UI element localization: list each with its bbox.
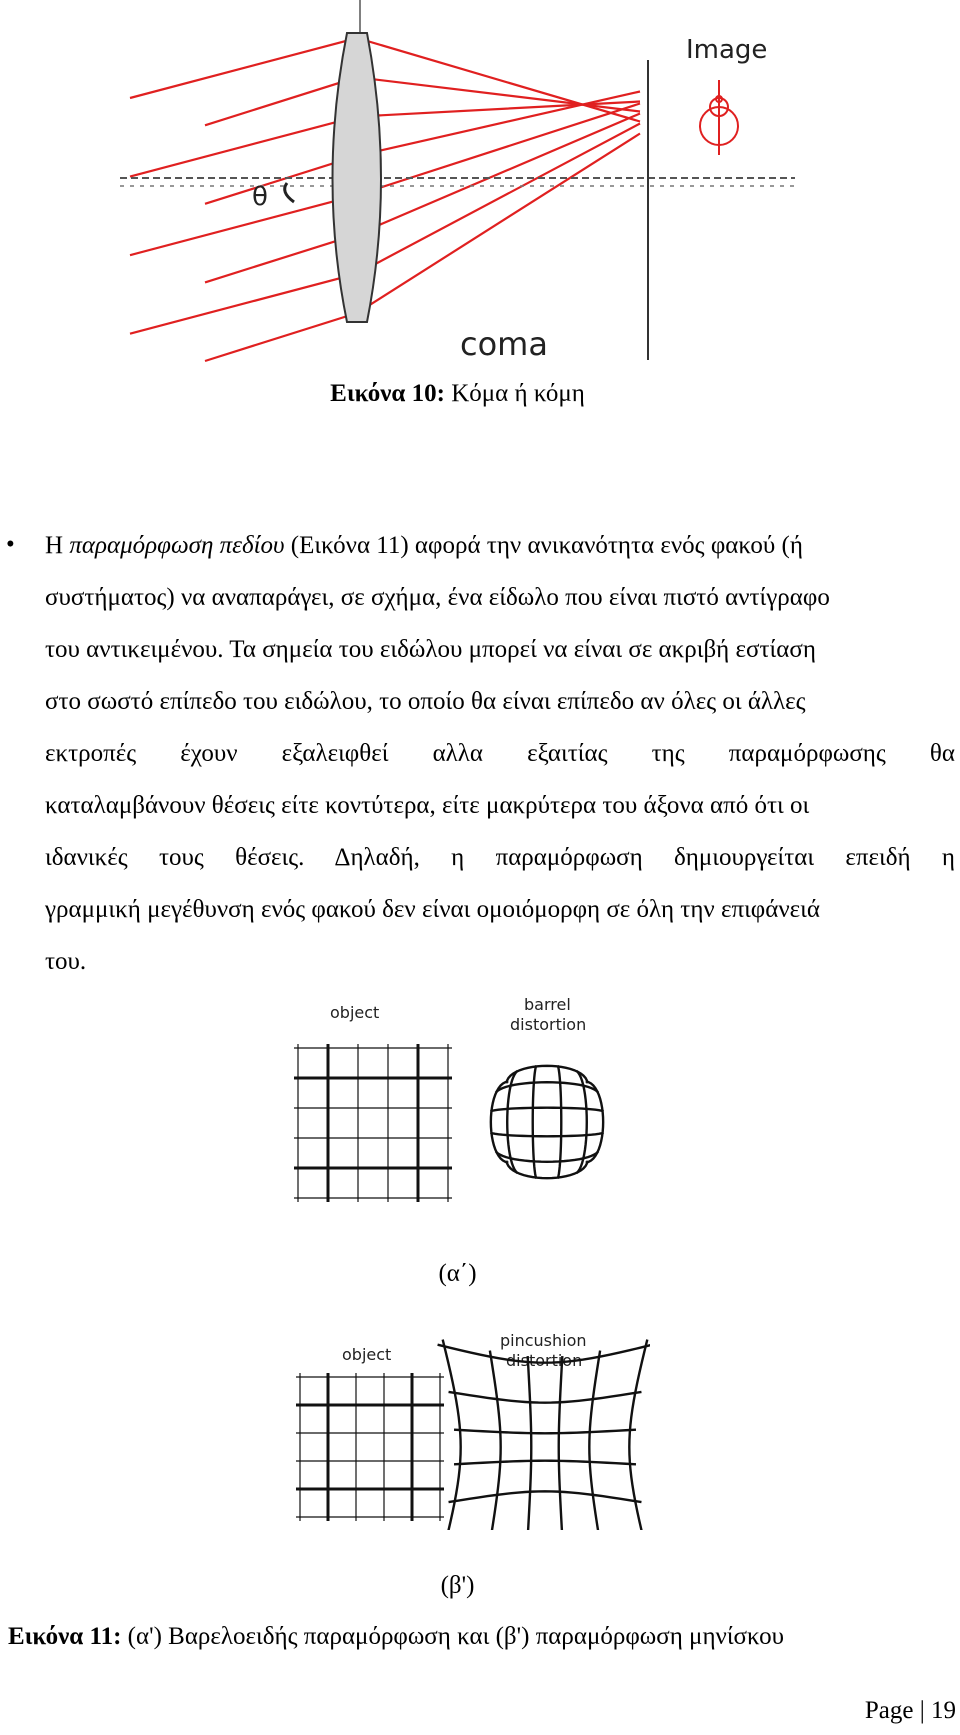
caption-text: Κόμα ή κόμη [444,380,585,407]
barrel-line-horizontal [506,1066,587,1083]
barrel-line-horizontal [506,1161,587,1178]
text-run: Η [45,532,70,559]
light-ray [205,92,640,204]
pincushion-line-vertical [589,1351,600,1530]
paragraph-line: συστήματος) να αναπαράγει, σε σχήμα, ένα είδωλο που είναι πιστό αντίγραφο [45,584,830,611]
image-label: Image [686,35,768,65]
object-grid [296,1373,444,1521]
coma-diagram [0,0,960,380]
distortion-label: distortion [510,1015,587,1034]
barrel-line-vertical [491,1081,508,1162]
barrel-grid [490,1065,603,1178]
paragraph-line: εκτροπές έχουν εξαλειφθεί αλλα εξαιτίας της παραμόρφωσης θα [45,740,955,767]
paragraph-line: του αντικειμένου. Τα σημεία του ειδώλου μπορεί να είναι σε ακριβή εστίαση [45,636,816,663]
paragraph-line: καταλαμβάνουν θέσεις είτε κοντύτερα, είτε μακρύτερα του άξονα από ότι οι [45,792,810,819]
barrel-line-vertical [586,1081,603,1162]
figure-11-caption [8,1623,784,1651]
caption-prefix: Εικόνα 10: [330,380,445,407]
figure-10-caption [0,380,915,408]
caption-prefix: Εικόνα 11: [8,1623,122,1650]
pincushion-distortion-figure [290,1330,650,1530]
object-label: object [330,1003,380,1022]
pincushion-line-vertical [490,1351,501,1530]
paragraph-line: ιδανικές τους θέσεις. Δηλαδή, η παραμόρφωση δημιουργείται επειδή η [45,844,955,871]
theta-label: θ [252,182,268,212]
pincushion-line-horizontal [449,1491,642,1502]
paragraph-line [45,520,955,572]
lens [333,33,382,322]
pincushion-line-horizontal [454,1461,636,1465]
light-ray [130,104,640,256]
light-ray [130,124,640,334]
paragraph-line: στο σωστό επίπεδο του ειδώλου, το οποίο θα είναι επίπεδο αν όλες οι άλλες [45,688,806,715]
text-run: (Εικόνα 11) αφορά την ανικανότητα ενός φακού (ή [284,532,803,559]
object-label: object [342,1345,392,1364]
paragraph-line: γραμμική μεγέθυνση ενός φακού δεν είναι ομοιόμορφη σε όλη την επιφάνειά [45,896,820,923]
italic-term: παραμόρφωση πεδίου [69,532,285,559]
barrel-distortion-figure [290,990,650,1215]
distortion-label: distortion [506,1351,583,1370]
barrel-label: barrel [524,995,571,1014]
caption-text: (α') Βαρελοειδής παραμόρφωση και (β') παραμόρφωση μηνίσκου [121,1623,784,1650]
figure-b-label: (β') [440,1572,475,1599]
light-rays [130,38,640,361]
pincushion-label: pincushion [500,1331,587,1350]
pincushion-line-vertical [559,1356,563,1530]
coma-spot [700,80,738,155]
page-number-value: 19 [931,1697,956,1724]
pincushion-line-horizontal [454,1430,636,1434]
object-grid [294,1044,452,1202]
page-number [865,1697,956,1725]
figure-a-label: (α΄) [438,1260,477,1287]
paragraph-line: του. [45,948,87,975]
bullet-marker: • [6,531,15,558]
light-ray [205,134,640,362]
page-label: Page [864,1697,914,1724]
page-separator: | [919,1697,925,1724]
pincushion-line-horizontal [449,1392,642,1403]
coma-label: coma [460,325,548,363]
pincushion-line-vertical [528,1356,532,1530]
field-distortion-paragraph [45,520,955,988]
